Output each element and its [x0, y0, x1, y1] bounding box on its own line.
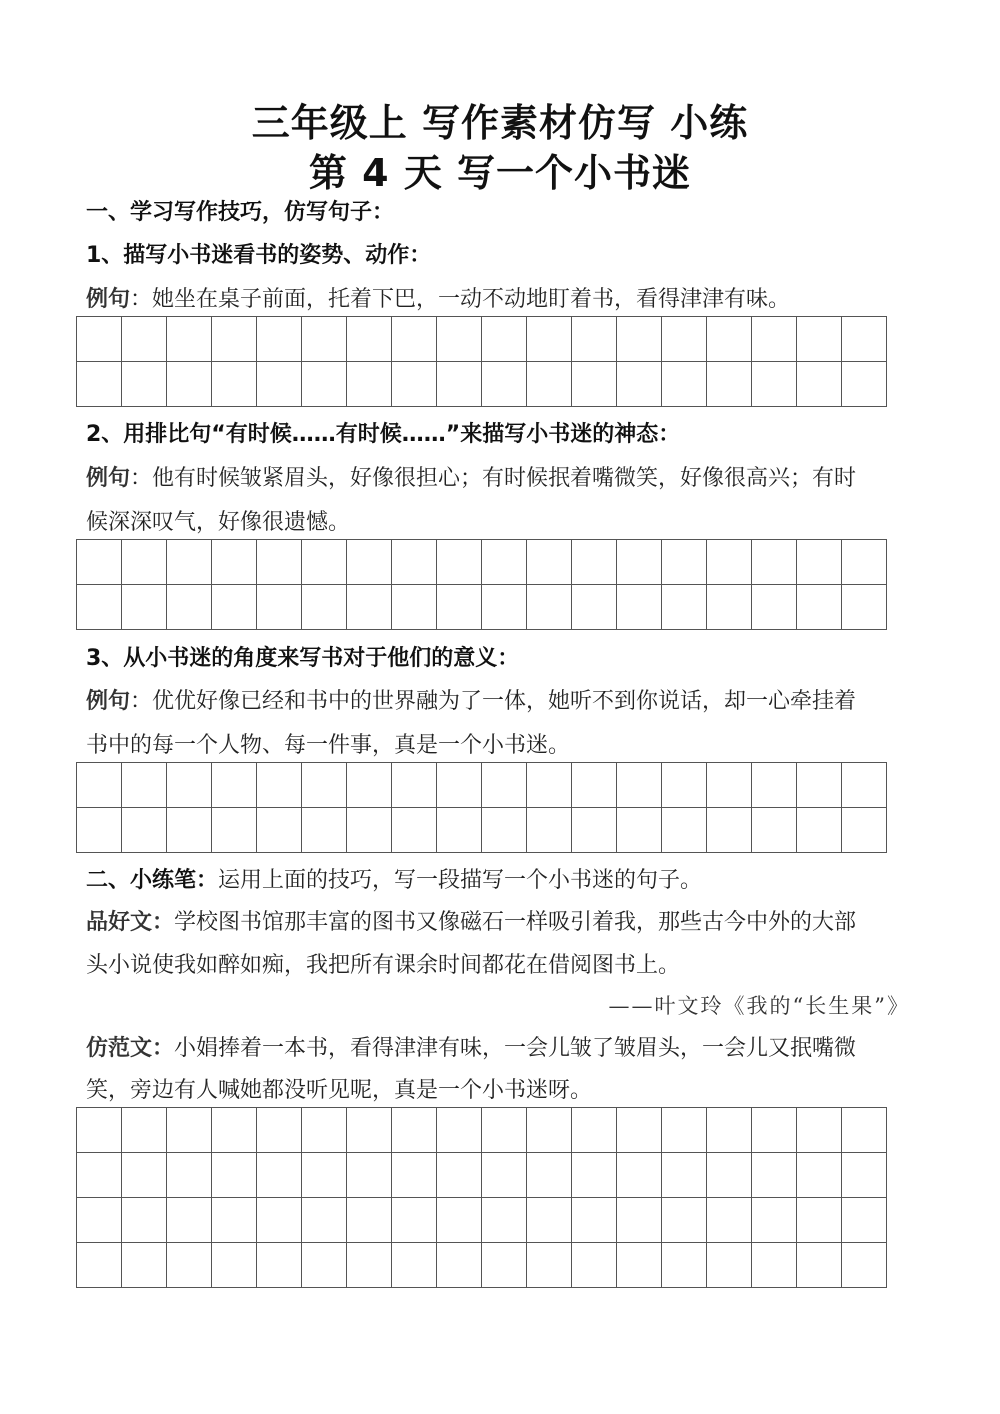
grid-cell[interactable]: [212, 540, 257, 585]
grid-cell[interactable]: [77, 1198, 122, 1243]
grid-cell[interactable]: [707, 808, 752, 853]
grid-cell[interactable]: [662, 808, 707, 853]
grid-cell[interactable]: [212, 1108, 257, 1153]
grid-cell[interactable]: [752, 317, 797, 362]
grid-cell[interactable]: [842, 317, 887, 362]
grid-cell[interactable]: [437, 763, 482, 808]
grid-cell[interactable]: [617, 540, 662, 585]
grid-row: [77, 540, 887, 585]
grid-row: [77, 763, 887, 808]
grid-cell[interactable]: [707, 1108, 752, 1153]
grid-row: [77, 1198, 887, 1243]
grid-cell[interactable]: [257, 808, 302, 853]
grid-cell[interactable]: [257, 540, 302, 585]
writing-grid-task1[interactable]: [76, 316, 887, 407]
grid-cell[interactable]: [707, 585, 752, 630]
grid-cell[interactable]: [482, 317, 527, 362]
part1-heading: 一、学习写作技巧，仿写句子：: [86, 200, 395, 225]
grid-cell[interactable]: [797, 317, 842, 362]
grid-cell[interactable]: [662, 362, 707, 407]
writing-grid-task2[interactable]: [76, 539, 887, 630]
grid-cell[interactable]: [302, 1108, 347, 1153]
grid-cell[interactable]: [482, 808, 527, 853]
grid-cell[interactable]: [392, 808, 437, 853]
grid-cell[interactable]: [482, 1198, 527, 1243]
grid-cell[interactable]: [797, 362, 842, 407]
grid-cell[interactable]: [257, 763, 302, 808]
grid-cell[interactable]: [842, 585, 887, 630]
grid-cell[interactable]: [77, 540, 122, 585]
grid-cell[interactable]: [347, 1198, 392, 1243]
grid-cell[interactable]: [167, 362, 212, 407]
good-label: 品好文：: [86, 910, 175, 935]
grid-cell[interactable]: [77, 808, 122, 853]
grid-cell[interactable]: [257, 362, 302, 407]
part2-heading: 二、小练笔：: [86, 868, 219, 893]
grid-cell[interactable]: [797, 1243, 842, 1288]
grid-cell[interactable]: [482, 1153, 527, 1198]
grid-cell[interactable]: [527, 540, 572, 585]
grid-cell[interactable]: [662, 1243, 707, 1288]
grid-cell[interactable]: [77, 362, 122, 407]
grid-cell[interactable]: [617, 763, 662, 808]
grid-cell[interactable]: [122, 362, 167, 407]
grid-cell[interactable]: [212, 317, 257, 362]
page-subtitle: 第 4 天 写一个小书迷: [308, 151, 692, 195]
grid-cell[interactable]: [842, 763, 887, 808]
grid-cell[interactable]: [347, 763, 392, 808]
grid-cell[interactable]: [257, 1198, 302, 1243]
grid-cell[interactable]: [302, 1198, 347, 1243]
grid-cell[interactable]: [437, 1108, 482, 1153]
grid-cell[interactable]: [212, 362, 257, 407]
grid-cell[interactable]: [842, 1198, 887, 1243]
grid-cell[interactable]: [392, 317, 437, 362]
grid-cell[interactable]: [572, 1198, 617, 1243]
grid-cell[interactable]: [572, 540, 617, 585]
model-text: 小娟捧着一本书，看得津津有味，一会儿皱了皱眉头，一会儿又抿嘴微: [174, 1036, 857, 1061]
example-label: 例句: [86, 466, 131, 491]
grid-cell[interactable]: [482, 362, 527, 407]
grid-cell[interactable]: [797, 1153, 842, 1198]
grid-cell[interactable]: [527, 808, 572, 853]
grid-cell[interactable]: [572, 763, 617, 808]
grid-cell[interactable]: [392, 540, 437, 585]
grid-cell[interactable]: [752, 763, 797, 808]
grid-cell[interactable]: [167, 585, 212, 630]
grid-cell[interactable]: [437, 1198, 482, 1243]
grid-cell[interactable]: [527, 362, 572, 407]
grid-cell[interactable]: [617, 808, 662, 853]
grid-row: [77, 317, 887, 362]
grid-cell[interactable]: [77, 763, 122, 808]
grid-cell[interactable]: [77, 317, 122, 362]
grid-cell[interactable]: [392, 1198, 437, 1243]
grid-cell[interactable]: [752, 808, 797, 853]
grid-cell[interactable]: [347, 1108, 392, 1153]
grid-cell[interactable]: [122, 763, 167, 808]
grid-cell[interactable]: [707, 317, 752, 362]
grid-cell[interactable]: [572, 362, 617, 407]
grid-cell[interactable]: [527, 1108, 572, 1153]
grid-cell[interactable]: [617, 585, 662, 630]
grid-cell[interactable]: [527, 585, 572, 630]
grid-cell[interactable]: [302, 362, 347, 407]
example-text: ：优优好像已经和书中的世界融为了一体，她听不到你说话，却一心牵挂着: [130, 689, 857, 714]
grid-cell[interactable]: [77, 1243, 122, 1288]
task2-example: [86, 464, 926, 494]
grid-cell[interactable]: [392, 1108, 437, 1153]
grid-cell[interactable]: [752, 540, 797, 585]
grid-row: [77, 1243, 887, 1288]
grid-cell[interactable]: [617, 1108, 662, 1153]
grid-cell[interactable]: [122, 540, 167, 585]
grid-cell[interactable]: [482, 585, 527, 630]
grid-cell[interactable]: [167, 1108, 212, 1153]
grid-cell[interactable]: [482, 1243, 527, 1288]
grid-cell[interactable]: [752, 585, 797, 630]
task3-example-cont: 书中的每一个人物、每一件事，真是一个小书迷。: [86, 733, 571, 758]
grid-cell[interactable]: [257, 1153, 302, 1198]
grid-cell[interactable]: [842, 1243, 887, 1288]
grid-cell[interactable]: [617, 1198, 662, 1243]
grid-cell[interactable]: [302, 317, 347, 362]
grid-cell[interactable]: [842, 1108, 887, 1153]
grid-cell[interactable]: [302, 763, 347, 808]
grid-cell[interactable]: [527, 1153, 572, 1198]
grid-cell[interactable]: [257, 317, 302, 362]
grid-cell[interactable]: [752, 1243, 797, 1288]
writing-grid-practice[interactable]: [76, 1107, 887, 1288]
grid-cell[interactable]: [347, 1243, 392, 1288]
grid-cell[interactable]: [437, 540, 482, 585]
grid-cell[interactable]: [617, 317, 662, 362]
grid-cell[interactable]: [167, 808, 212, 853]
grid-cell[interactable]: [572, 585, 617, 630]
grid-cell[interactable]: [527, 1243, 572, 1288]
grid-cell[interactable]: [707, 1243, 752, 1288]
grid-cell[interactable]: [347, 540, 392, 585]
grid-cell[interactable]: [572, 1108, 617, 1153]
grid-cell[interactable]: [662, 763, 707, 808]
grid-cell[interactable]: [257, 1108, 302, 1153]
task2-example-cont: 候深深叹气，好像很遗憾。: [86, 510, 351, 535]
grid-cell[interactable]: [707, 540, 752, 585]
grid-cell[interactable]: [167, 1153, 212, 1198]
grid-cell[interactable]: [662, 1198, 707, 1243]
grid-row: [77, 585, 887, 630]
grid-cell[interactable]: [797, 540, 842, 585]
grid-cell[interactable]: [707, 763, 752, 808]
task1-example: [86, 285, 926, 315]
grid-cell[interactable]: [167, 763, 212, 808]
grid-cell[interactable]: [797, 763, 842, 808]
task3-heading: 3、从小书迷的角度来写书对于他们的意义：: [86, 646, 520, 671]
task2-heading: 2、用排比句“有时候……有时候……”来描写小书迷的神态：: [86, 422, 681, 447]
part2-instruction: 运用上面的技巧，写一段描写一个小书迷的句子。: [218, 868, 703, 893]
grid-cell[interactable]: [257, 585, 302, 630]
grid-cell[interactable]: [77, 585, 122, 630]
grid-cell[interactable]: [437, 808, 482, 853]
grid-cell[interactable]: [212, 1243, 257, 1288]
grid-cell[interactable]: [482, 763, 527, 808]
grid-cell[interactable]: [617, 1153, 662, 1198]
example-text: ：她坐在桌子前面，托着下巴，一动不动地盯着书，看得津津有味。: [130, 287, 791, 312]
grid-cell[interactable]: [752, 362, 797, 407]
grid-row: [77, 1153, 887, 1198]
grid-row: [77, 362, 887, 407]
grid-cell[interactable]: [392, 1153, 437, 1198]
grid-cell[interactable]: [797, 1198, 842, 1243]
grid-cell[interactable]: [212, 1153, 257, 1198]
grid-cell[interactable]: [842, 808, 887, 853]
grid-cell[interactable]: [392, 763, 437, 808]
grid-cell[interactable]: [77, 1108, 122, 1153]
part2-heading-line: [86, 866, 926, 896]
grid-cell[interactable]: [122, 1198, 167, 1243]
grid-cell[interactable]: [392, 1243, 437, 1288]
grid-cell[interactable]: [347, 362, 392, 407]
grid-cell[interactable]: [392, 362, 437, 407]
grid-cell[interactable]: [167, 317, 212, 362]
model-passage: [86, 1034, 926, 1064]
grid-cell[interactable]: [527, 317, 572, 362]
grid-cell[interactable]: [482, 1108, 527, 1153]
grid-cell[interactable]: [752, 1153, 797, 1198]
grid-cell[interactable]: [347, 808, 392, 853]
grid-cell[interactable]: [707, 1153, 752, 1198]
good-passage: [86, 908, 926, 938]
grid-cell[interactable]: [482, 540, 527, 585]
grid-cell[interactable]: [797, 585, 842, 630]
grid-cell[interactable]: [572, 317, 617, 362]
grid-cell[interactable]: [77, 1153, 122, 1198]
grid-cell[interactable]: [527, 763, 572, 808]
good-text: 学校图书馆那丰富的图书又像磁石一样吸引着我，那些古今中外的大部: [174, 910, 857, 935]
grid-cell[interactable]: [707, 362, 752, 407]
grid-cell[interactable]: [302, 1243, 347, 1288]
grid-cell[interactable]: [212, 808, 257, 853]
grid-cell[interactable]: [257, 1243, 302, 1288]
writing-grid-task3[interactable]: [76, 762, 887, 853]
grid-cell[interactable]: [527, 1198, 572, 1243]
grid-cell[interactable]: [122, 1108, 167, 1153]
attribution: ——叶文玲《我的“长生果”》: [608, 994, 910, 1018]
grid-cell[interactable]: [392, 585, 437, 630]
grid-cell[interactable]: [842, 540, 887, 585]
grid-cell[interactable]: [437, 585, 482, 630]
task3-example: [86, 687, 926, 717]
grid-cell[interactable]: [212, 585, 257, 630]
grid-cell[interactable]: [347, 1153, 392, 1198]
grid-cell[interactable]: [707, 1198, 752, 1243]
grid-row: [77, 808, 887, 853]
grid-cell[interactable]: [122, 317, 167, 362]
grid-cell[interactable]: [617, 362, 662, 407]
grid-cell[interactable]: [302, 1153, 347, 1198]
grid-cell[interactable]: [122, 1153, 167, 1198]
grid-cell[interactable]: [437, 1153, 482, 1198]
grid-cell[interactable]: [797, 1108, 842, 1153]
grid-cell[interactable]: [662, 317, 707, 362]
example-label: 例句: [86, 689, 131, 714]
grid-cell[interactable]: [797, 808, 842, 853]
grid-cell[interactable]: [122, 808, 167, 853]
grid-cell[interactable]: [167, 1243, 212, 1288]
grid-row: [77, 1108, 887, 1153]
grid-cell[interactable]: [662, 1108, 707, 1153]
model-passage-cont: 笑，旁边有人喊她都没听见呢，真是一个小书迷呀。: [86, 1078, 593, 1103]
grid-cell[interactable]: [347, 585, 392, 630]
grid-cell[interactable]: [572, 1243, 617, 1288]
grid-cell[interactable]: [167, 1198, 212, 1243]
grid-cell[interactable]: [752, 1108, 797, 1153]
grid-cell[interactable]: [302, 540, 347, 585]
page-title: 三年级上 写作素材仿写 小练: [251, 101, 749, 145]
grid-cell[interactable]: [437, 317, 482, 362]
grid-cell[interactable]: [302, 585, 347, 630]
grid-cell[interactable]: [662, 585, 707, 630]
grid-cell[interactable]: [842, 362, 887, 407]
grid-cell[interactable]: [167, 540, 212, 585]
grid-cell[interactable]: [212, 1198, 257, 1243]
example-text: ：他有时候皱紧眉头，好像很担心；有时候抿着嘴微笑，好像很高兴；有时: [130, 466, 857, 491]
good-passage-cont: 头小说使我如醉如痴，我把所有课余时间都花在借阅图书上。: [86, 953, 681, 978]
grid-cell[interactable]: [347, 317, 392, 362]
grid-cell[interactable]: [572, 808, 617, 853]
task1-heading: 1、描写小书迷看书的姿势、动作：: [86, 243, 432, 268]
grid-cell[interactable]: [662, 1153, 707, 1198]
grid-cell[interactable]: [572, 1153, 617, 1198]
grid-cell[interactable]: [437, 362, 482, 407]
grid-cell[interactable]: [752, 1198, 797, 1243]
grid-cell[interactable]: [122, 585, 167, 630]
grid-cell[interactable]: [122, 1243, 167, 1288]
grid-cell[interactable]: [842, 1153, 887, 1198]
example-label: 例句: [86, 287, 131, 312]
grid-cell[interactable]: [302, 808, 347, 853]
grid-cell[interactable]: [662, 540, 707, 585]
grid-cell[interactable]: [437, 1243, 482, 1288]
grid-cell[interactable]: [617, 1243, 662, 1288]
model-label: 仿范文：: [86, 1036, 175, 1061]
grid-cell[interactable]: [212, 763, 257, 808]
